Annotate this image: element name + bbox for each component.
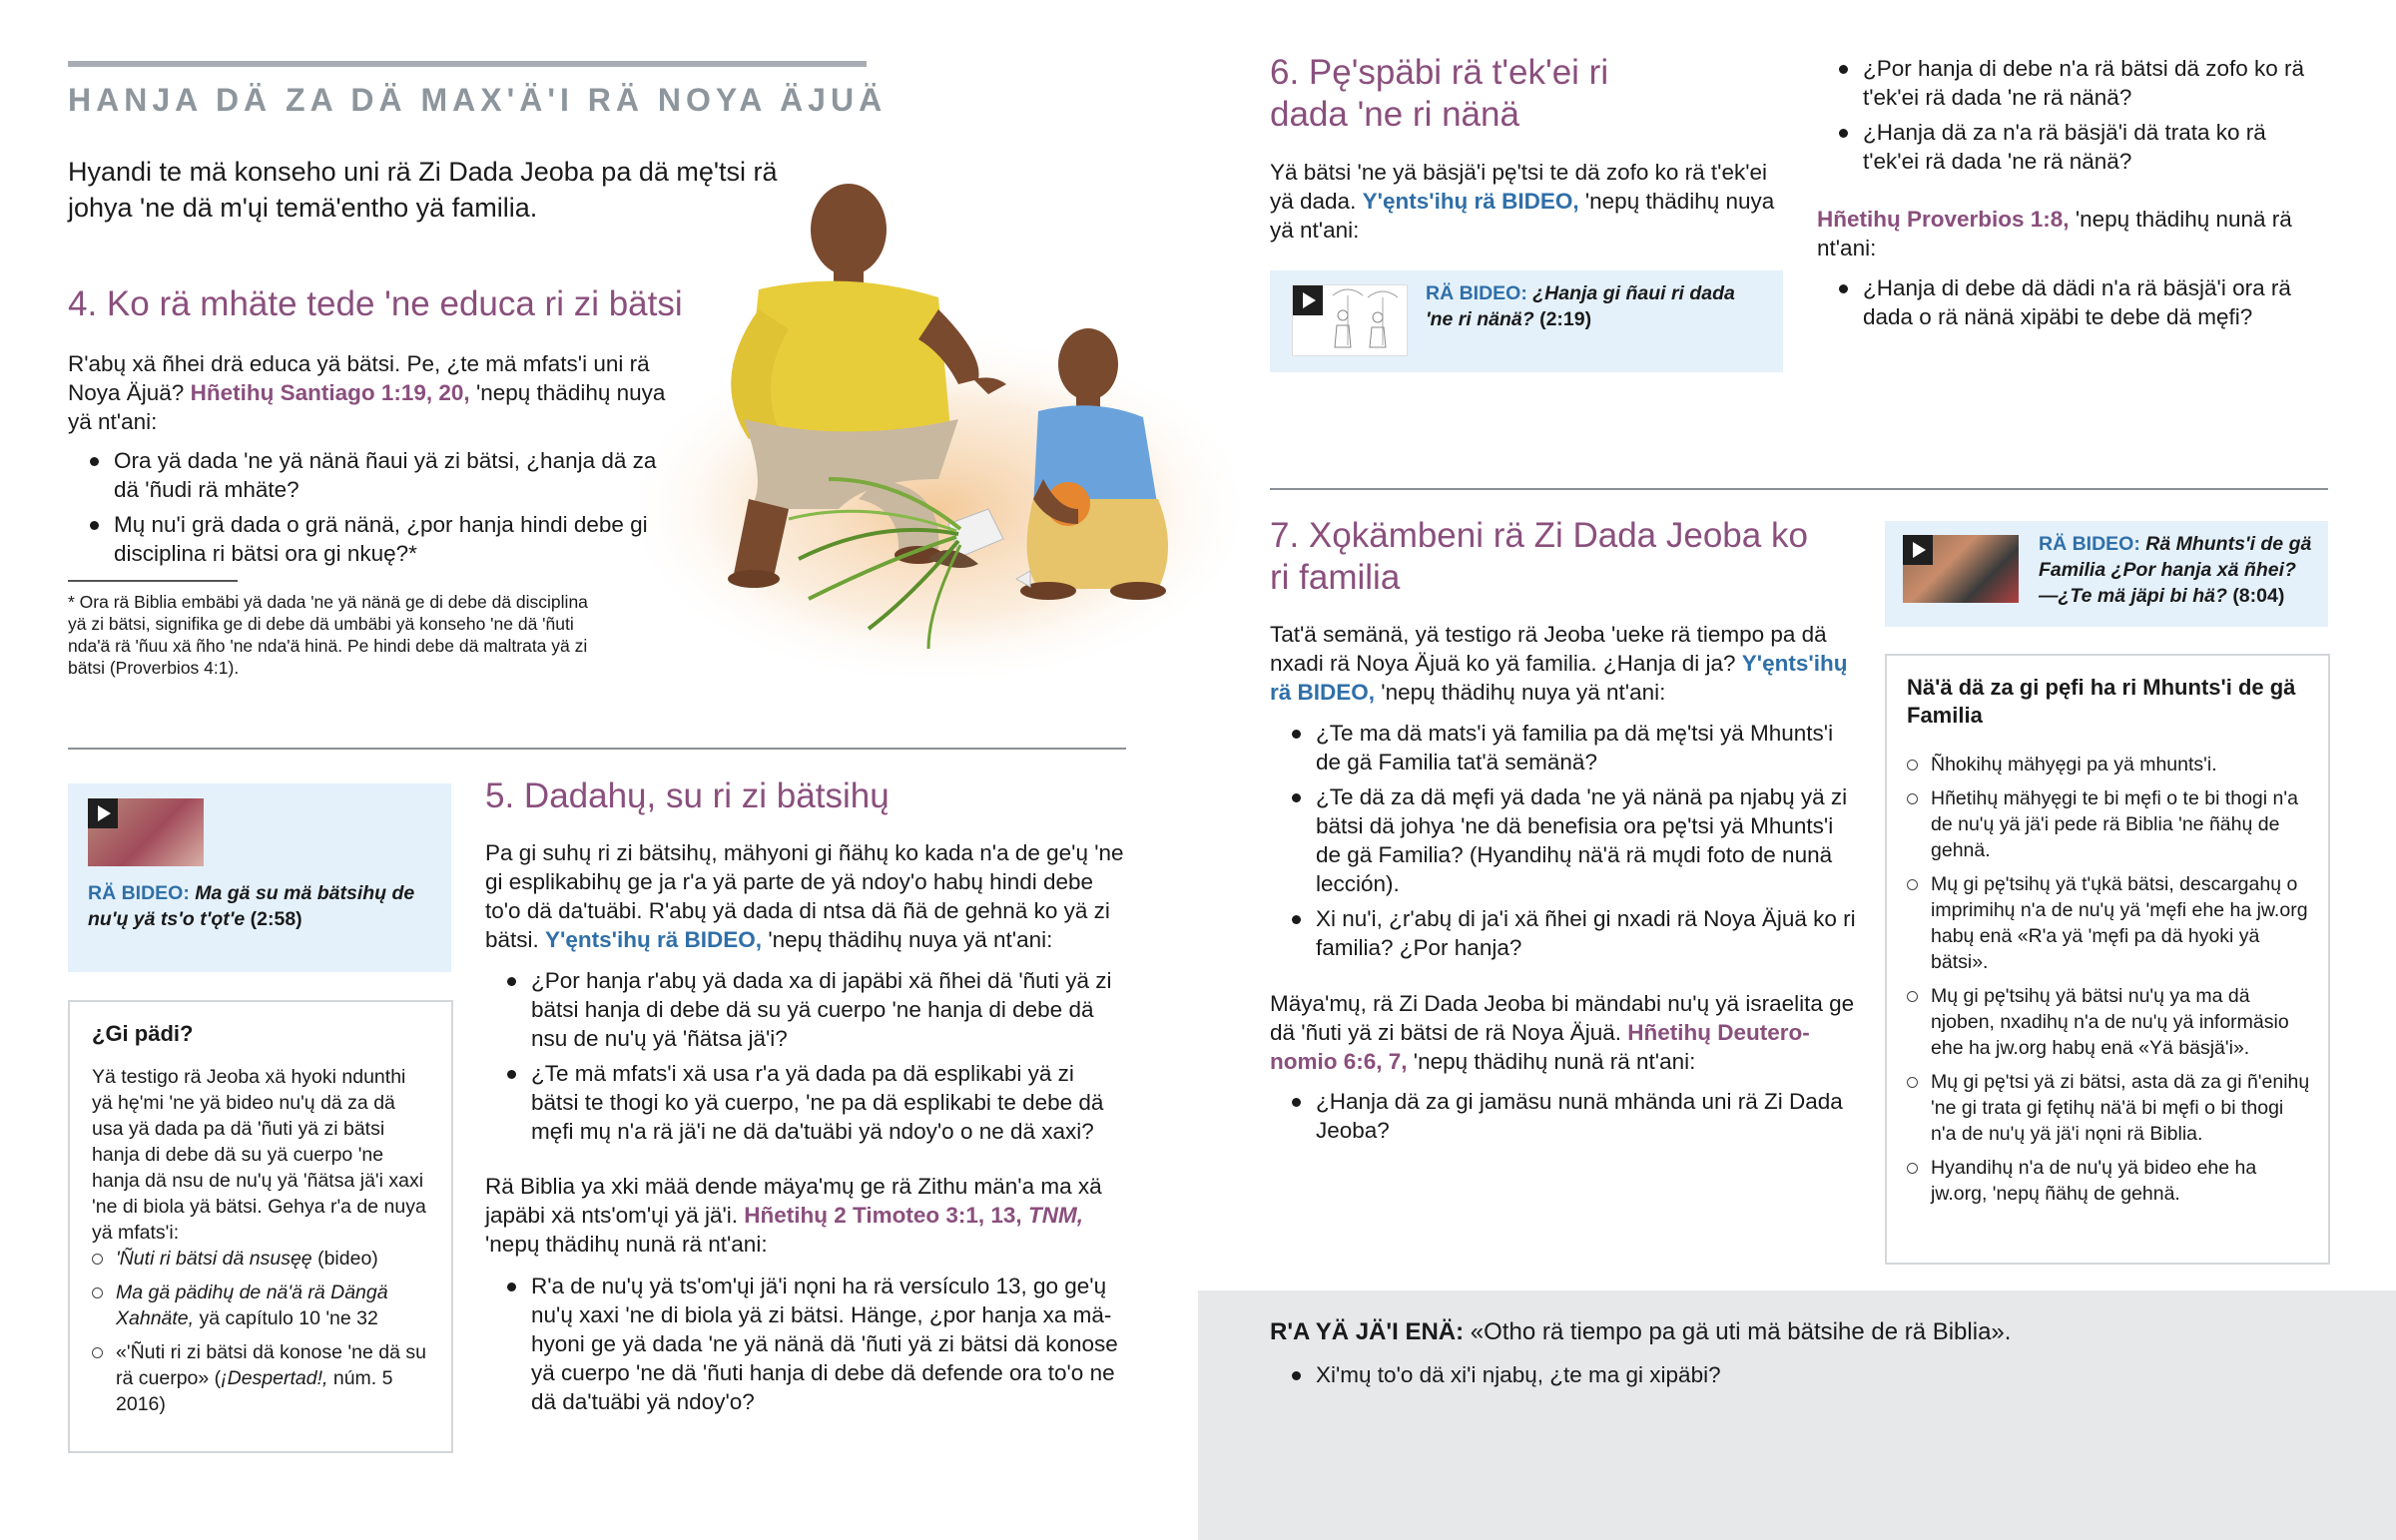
section-7-question-4	[1270, 1087, 1859, 1151]
scripture-link-proverbios[interactable]: Hñetihų Proverbios 1:8,	[1817, 207, 2070, 232]
section-7-title: 7. Xǫkämbeni rä Zi Dada Jeoba ko ri familia	[1270, 516, 1808, 597]
video-thumbnail[interactable]	[88, 798, 204, 866]
page-header: HANJA DÄ ZA DÄ MAX'Ä'I RÄ NOYA ÄJUÄ	[68, 82, 888, 118]
resource-item[interactable]: «'Ñuti ri zi bätsi dä konose 'ne dä su rä cuerpo» (¡Despertad!, núm. 5 2016)	[80, 1339, 435, 1417]
did-you-know-text: Yä testigo rä Jeoba xä hyoki ndunthi yä hę'mi 'ne yä bideo nu'ų dä za dä usa yä dada pa dä 'ñuti yä zi bätsi hanja di debe dä su yä cuerpo 'ne hanja dä nsu de nu'ų yä 'ñätsa jä'i xaxi 'ne di biola yä bätsi. Gehya r'a de nuya yä mfats'i:	[92, 1066, 426, 1244]
resources-list	[80, 1246, 435, 1425]
footnote: * Ora rä Biblia embäbi yä dada 'ne yä nänä ge di debe dä disciplina yä zi bätsi, signifika ge di debe dä umbäbi yä konseho 'ne dä 'ñuti nda'ä rä 'ñuu xä ñho 'ne nda'ä hinä. Pe hindi debe dä maltrata yä zi bätsi (Proverbios 4:1).	[68, 592, 588, 678]
video-label: RÄ BIDEO: Rä Mhunts'i de gä Familia ¿Por hanja xä ñhei? —¿Te mä jäpi bi hä? (8:04)	[2039, 533, 2312, 607]
question-item: ¿Te mä mfats'i xä usa r'a yä dada pa dä esplikabi yä zi bätsi te thogi ko yä cuerpo, 'ne pa dä esplikabi te debe dä męfi mų n'a rä jä'i ne dä da'tuäbi yä ndoy'o o ne dä xaxi?	[485, 1059, 1124, 1146]
question-item: ¿Hanja dä za gi jamäsu nunä mhända uni rä Zi Dada Jeoba?	[1270, 1087, 1859, 1145]
father-and-son-illustration	[639, 180, 1258, 699]
question-item: Xi'mų to'o dä xi'i njabų, ¿te ma gi xipäbi?	[1270, 1360, 2168, 1389]
tip-item: Mų gi pę'tsihų yä t'ųkä bätsi, descargahų o imprimihų n'a de nu'ų yä 'męfi ehe ha jw.org habų enä «R'a yä 'męfi pa dä hyoki yä bätsi».	[1895, 871, 2314, 975]
section-6-paragraph-2: Hñetihų Proverbios 1:8, 'nepų thädihų nunä rä nt'ani:	[1817, 207, 2292, 260]
tip-item: Mų gi pę'tsi yä zi bätsi, asta dä za gi ñ'enihų 'ne gi trata gi fętihų nä'ä bi męfi o bi thogi n'a de nu'ų yä jä'i nǫni rä Biblia.	[1895, 1069, 2314, 1147]
video-box-section-7[interactable]	[1885, 521, 2328, 627]
tip-item: Hyandihų n'a de nu'ų yä bideo ehe ha jw.org, 'nepų ñähų de gehnä.	[1895, 1155, 2314, 1207]
video-link[interactable]: Y'ęnts'ihų rä BIDEO,	[1362, 189, 1579, 214]
did-you-know-title: ¿Gi pädi?	[92, 1021, 194, 1046]
video-box-section-5[interactable]	[68, 783, 451, 972]
section-4-questions	[68, 446, 667, 574]
section-7-questions	[1270, 719, 1859, 968]
scripture-link-deuteronomio[interactable]: Hñetihų Deuteronomio 6:6, 7,	[1270, 1020, 1810, 1074]
divider	[1270, 488, 2328, 490]
section-5-questions	[485, 966, 1124, 1152]
tip-item: Hñetihų mähyęgi te bi męfi o te bi thogi n'a de nu'ų yä jä'i pede rä Biblia 'ne ñähų de gehnä.	[1895, 785, 2314, 863]
video-thumbnail[interactable]	[1292, 284, 1408, 356]
resource-item[interactable]: Ma gä pädihų de nä'ä rä Dängä Xahnäte, yä capítulo 10 'ne 32	[80, 1280, 435, 1331]
video-thumbnail[interactable]	[1903, 535, 2019, 603]
section-7-paragraph-2: Mäya'mų, rä Zi Dada Jeoba bi mändabi nu'ų yä israelita ge dä 'ñuti yä zi bätsi de rä Noya Äjuä. Hñetihų Deuteronomio 6:6, 7, 'nepų thädihų nunä rä nt'ani:	[1270, 991, 1855, 1074]
footnote-rule	[68, 580, 238, 582]
family-worship-tips-box	[1885, 654, 2330, 1265]
tips-title: Nä'ä dä za gi pęfi ha ri Mhunts'i de gä Familia	[1907, 675, 2296, 728]
question-item: ¿Por hanja r'abų yä dada xa di japäbi xä ñhei dä 'ñuti yä zi bätsi hanja di debe dä su yä cuerpo 'ne hanja di debe dä nsu de nu'ų yä 'ñätsa jä'i?	[485, 966, 1124, 1053]
question-item: ¿Te ma dä mats'i yä familia pa dä mę'tsi yä Mhunts'i de gä Familia tat'ä semänä?	[1270, 719, 1859, 776]
question-item: ¿Te dä za dä męfi yä dada 'ne yä nänä pa njabų yä zi bätsi dä johya 'ne dä benefisia ora pę'tsi yä Mhunts'i de gä Familia? (Hyandihų nä'ä rä mųdi foto de nunä lección).	[1270, 782, 1859, 898]
section-7-paragraph: Tat'ä semänä, yä testigo rä Jeoba 'ueke rä tiempo pa dä nxadi rä Noya Äjuä ko yä familia. ¿Hanja di ja? Y'ęnts'ihų rä BIDEO, 'nepų thädihų nuya yä nt'ani:	[1270, 622, 1848, 705]
footer-panel	[1198, 1290, 2396, 1540]
section-5-paragraph: Pa gi suhų ri zi bätsihų, mähyoni gi ñähų ko kada n'a de ge'ų 'ne gi esplikabihų ge ja r'a yä parte de yä ndoy'o habų hindi debe to'o dä da'tuäbi. R'abų yä dada di ntsa dä ñä de gehnä ko yä zi bätsi. Y'ęnts'ihų rä BIDEO, 'nepų thädihų nuya yä nt'ani:	[485, 840, 1124, 952]
divider	[68, 748, 1126, 750]
video-box-section-6[interactable]	[1270, 270, 1783, 372]
section-5-paragraph-2: Rä Biblia ya xki mää dende mäya'mų ge rä Zithu män'a ma xä japäbi xä nts'om'ųi yä jä'i. Hñetihų 2 Timoteo 3:1, 13, TNM, 'nepų thädihų nunä rä nt'ani:	[485, 1174, 1102, 1257]
tip-item: Mų gi pę'tsihų yä bätsi nu'ų ya ma dä njoben, nxadihų n'a de nu'ų yä informäsio ehe ha jw.org habų enä «Yä bäsjä'i».	[1895, 983, 2314, 1061]
section-5-title: 5. Dadahų, su ri zi bätsihų	[485, 776, 890, 815]
question-item: ¿Hanja di debe dä dädi n'a rä bäsjä'i ora rä dada o rä nänä xipäbi te debe dä męfi?	[1817, 273, 2316, 331]
resource-item[interactable]: 'Ñuti ri bätsi dä nsusęę (bideo)	[80, 1246, 435, 1272]
play-icon[interactable]	[1903, 535, 1933, 565]
section-4-paragraph: R'abų xä ñhei drä educa yä bätsi. Pe, ¿te mä mfats'i uni rä Noya Äjuä? Hñetihų Santiago 1:19, 20, 'nepų thädihų nuya yä nt'ani:	[68, 351, 666, 434]
scripture-link-timoteo[interactable]: Hñetihų 2 Timoteo 3:1, 13, TNM,	[744, 1203, 1083, 1228]
tips-list	[1895, 752, 2314, 1215]
question-item: Ora yä dada 'ne yä nänä ñaui yä zi bätsi, ¿hanja dä za dä 'ñudi rä mhäte?	[68, 446, 667, 504]
question-item: ¿Por hanja di debe n'a rä bätsi dä zofo ko rä t'ek'ei rä dada 'ne rä nänä?	[1817, 54, 2316, 112]
video-link[interactable]: Y'ęnts'ihų rä BIDEO,	[1270, 651, 1848, 705]
section-6-questions	[1817, 54, 2316, 182]
scripture-link-santiago[interactable]: Hñetihų Santiago 1:19, 20,	[190, 380, 470, 405]
question-item: R'a de nu'ų yä ts'om'ųi jä'i nǫni ha rä versículo 13, go ge'ų nu'ų xaxi 'ne di biola yä zi bätsi. Hänge, ¿por hanja xa mähyoni ge yä dada 'ne yä nänä dä 'ñuti yä zi bätsi dä konose yä cuerpo 'ne dä 'ñuti hanja di debe dä defende ora to'o ne dä da'tuäbi yä ndoy'o?	[485, 1272, 1124, 1416]
play-icon[interactable]	[88, 798, 118, 828]
question-item: Xi nu'i, ¿r'abų di ja'i xä ñhei gi nxadi rä Noya Äjuä ko ri familia? ¿Por hanja?	[1270, 904, 1859, 962]
question-item: ¿Hanja dä za n'a rä bäsjä'i dä trata ko rä t'ek'ei rä dada 'ne rä nänä?	[1817, 118, 2316, 176]
footer-question	[1270, 1360, 2168, 1395]
video-link[interactable]: Y'ęnts'ihų rä BIDEO,	[545, 927, 763, 952]
video-label: RÄ BIDEO: ¿Hanja gi ñaui ri dada 'ne ri nänä? (2:19)	[1426, 282, 1735, 330]
video-label: RÄ BIDEO: Ma gä su mä bätsihų de nu'ų yä ts'o t'ǫt'e (2:58)	[88, 882, 415, 930]
section-6-paragraph: Yä bätsi 'ne yä bäsjä'i pę'tsi te dä zofo ko rä t'ek'ei yä dada. Y'ęnts'ihų rä BIDEO, 'nepų thädihų nuya yä nt'ani:	[1270, 160, 1775, 243]
section-5-question-3	[485, 1272, 1124, 1422]
footer-quote: R'A YÄ JÄ'I ENÄ: «Otho rä tiempo pa gä uti mä bätsihe de rä Biblia».	[1270, 1318, 2012, 1345]
section-6-title: 6. Pę'späbi rä t'ek'ei ri dada 'ne ri nänä	[1270, 53, 1609, 134]
top-rule	[68, 61, 867, 67]
play-icon[interactable]	[1293, 285, 1323, 315]
intro-text: Hyandi te mä konseho uni rä Zi Dada Jeoba pa dä mę'tsi rä johya 'ne dä m'ųi temä'entho yä familia.	[68, 157, 778, 223]
did-you-know-box	[68, 1000, 453, 1453]
tip-item: Ñhokihų mähyęgi pa yä mhunts'i.	[1895, 752, 2314, 777]
section-6-question-3	[1817, 273, 2316, 337]
question-item: Mų nu'i grä dada o grä nänä, ¿por hanja hindi debe gi disciplina ri bätsi ora gi nkuę?*	[68, 510, 667, 568]
section-4-title: 4. Ko rä mhäte tede 'ne educa ri zi bätsi	[68, 284, 683, 323]
